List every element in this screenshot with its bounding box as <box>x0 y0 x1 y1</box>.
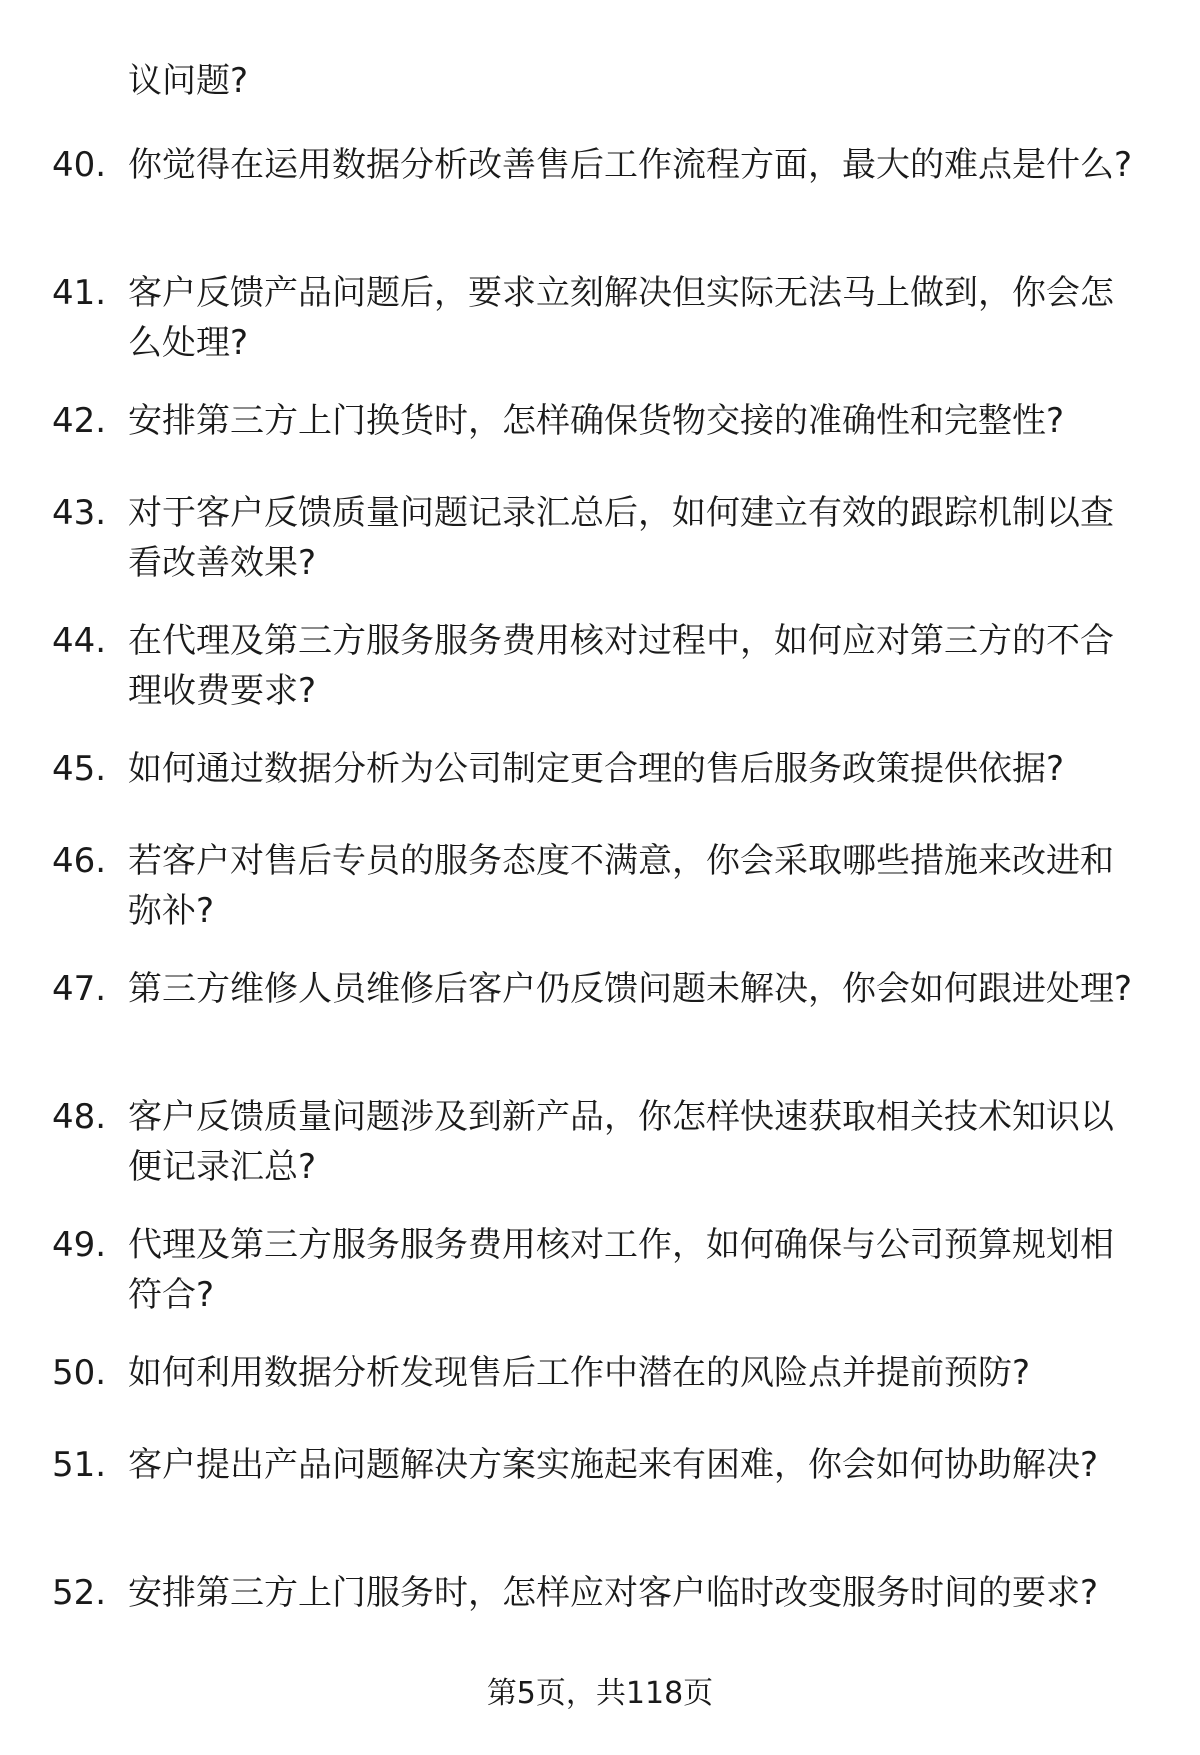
question-text: 第三方维修人员维修后客户仍反馈问题未解决，你会如何跟进处理? <box>128 969 1133 1009</box>
question-text: 对于客户反馈质量问题记录汇总后，如何建立有效的跟踪机制以查看改善效果? <box>128 493 1114 583</box>
question-number: 43. <box>52 493 107 533</box>
question-text: 你觉得在运用数据分析改善售后工作流程方面，最大的难点是什么? <box>128 145 1133 185</box>
question-number: 47. <box>52 969 107 1009</box>
question-text: 客户提出产品问题解决方案实施起来有困难，你会如何协助解决? <box>128 1445 1099 1485</box>
question-number: 40. <box>52 145 107 185</box>
question-text: 在代理及第三方服务服务费用核对过程中，如何应对第三方的不合理收费要求? <box>128 621 1114 711</box>
question-text: 代理及第三方服务服务费用核对工作，如何确保与公司预算规划相符合? <box>128 1225 1114 1315</box>
continuation-text: 议问题? <box>128 61 249 101</box>
question-text: 若客户对售后专员的服务态度不满意，你会采取哪些措施来改进和弥补? <box>128 841 1114 931</box>
question-number: 51. <box>52 1445 107 1485</box>
question-number: 48. <box>52 1097 107 1137</box>
question-text: 安排第三方上门服务时，怎样应对客户临时改变服务时间的要求? <box>128 1573 1099 1613</box>
page-footer: 第5页，共118页 <box>486 1676 714 1711</box>
question-text: 客户反馈产品问题后，要求立刻解决但实际无法马上做到，你会怎么处理? <box>128 273 1114 363</box>
question-text: 如何利用数据分析发现售后工作中潜在的风险点并提前预防? <box>128 1353 1031 1393</box>
question-number: 46. <box>52 841 107 881</box>
question-number: 42. <box>52 401 107 441</box>
question-number: 49. <box>52 1225 107 1265</box>
question-number: 50. <box>52 1353 107 1393</box>
question-number: 45. <box>52 749 107 789</box>
question-number: 44. <box>52 621 107 661</box>
question-text: 客户反馈质量问题涉及到新产品，你怎样快速获取相关技术知识以便记录汇总? <box>128 1097 1114 1187</box>
question-text: 安排第三方上门换货时，怎样确保货物交接的准确性和完整性? <box>128 401 1065 441</box>
question-number: 52. <box>52 1573 107 1613</box>
question-number: 41. <box>52 273 107 313</box>
question-text: 如何通过数据分析为公司制定更合理的售后服务政策提供依据? <box>128 749 1065 789</box>
